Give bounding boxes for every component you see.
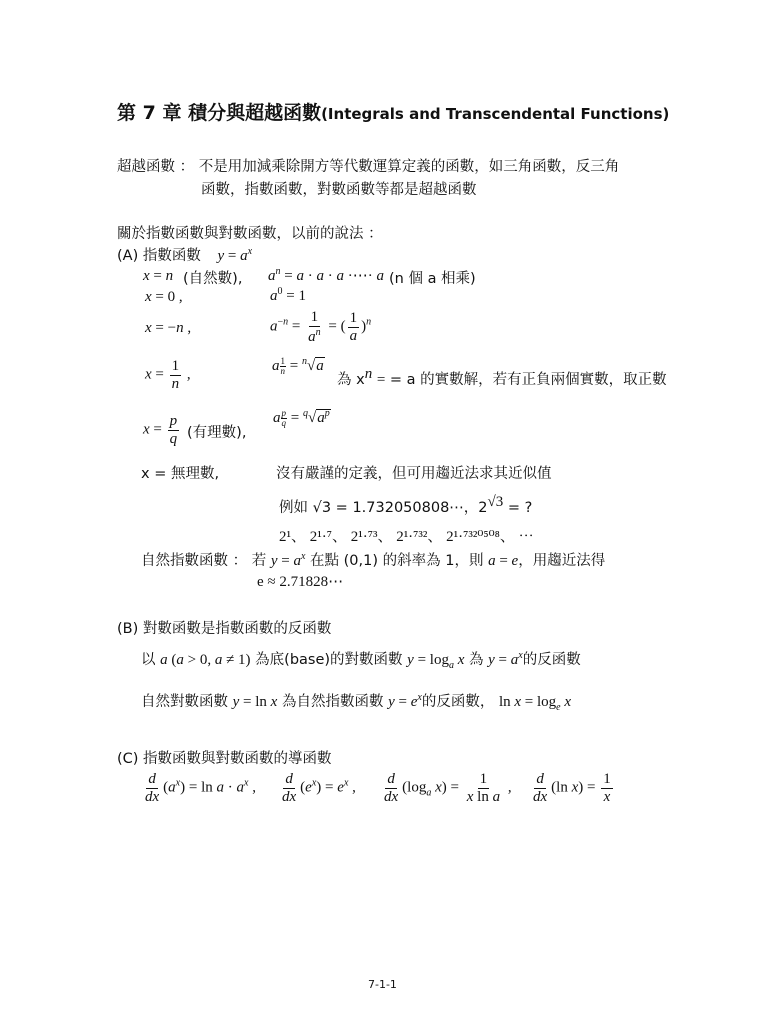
derivative-ln: $\frac{d}{dx}$ (ln x) = $\frac{1}{x}$ xyxy=(533,771,611,805)
page-number: 7-1-1 xyxy=(368,978,397,991)
definition-line-1: 超越函數 ： 不是用加減乘除開方等代數運算定義的函數，如三角函數，反三角 xyxy=(117,159,620,175)
page-title xyxy=(117,98,669,125)
b1-a: 以 xyxy=(141,652,156,668)
row-natural-x: x = n xyxy=(143,268,174,284)
natural-exp-b: 在點 (0,1) 的斜率為 1，則 xyxy=(310,553,484,569)
b2-a: 自然對數函數 xyxy=(141,694,228,710)
example-text: 例如 √3 = 1.732050808⋯，2 xyxy=(279,499,488,516)
row-rational-note: (有理數), xyxy=(187,425,247,441)
section-b-heading: (B) 對數函數是指數函數的反函數 xyxy=(117,621,332,637)
example-end: = ? xyxy=(507,499,533,516)
row-example: 例如 √3 = 1.732050808⋯，$2^{√3}$ = ? xyxy=(279,494,533,516)
row-rational-formula: a $\frac{p}{q}$ = $^q√a^p$ xyxy=(273,408,330,428)
root-note-a: 為 x xyxy=(337,371,365,388)
row-natural-exp: 自然指數函數 ： 若 $y = a^x$ 在點 (0,1) 的斜率為 1，則 a = e，用趨近法得 xyxy=(141,551,606,569)
b2-b: 為自然指數函數 xyxy=(281,694,384,710)
row-natural-formula: $a^n = a \cdot a \cdot a$ ·⋯· a xyxy=(268,266,384,284)
derivative-exp-a: $\frac{d}{dx}$ $(a^x) = \ln a \cdot a^x$ , xyxy=(145,771,256,805)
title-english: (Integrals and Transcendental Functions) xyxy=(321,105,670,123)
row-zero-x: x = 0 , xyxy=(145,289,183,305)
row-neg-formula: $a^{-n}$ = $\frac{1}{a^n}$ = ( $\frac{1}{a}$ )$^n$ xyxy=(270,309,372,345)
row-zero-formula: $a^0 = 1$ xyxy=(270,286,306,304)
definition-line-2: 函數，指數函數，對數函數等都是超越函數 xyxy=(201,182,477,198)
b2-c: 的反函數， xyxy=(421,694,495,710)
section-a-heading: (A) 指數函數 $y = a^x$ xyxy=(117,246,253,264)
b1-d: 的反函數 xyxy=(522,652,581,668)
section-c-heading: (C) 指數函數與對數函數的導函數 xyxy=(117,751,332,767)
derivative-log-a: $\frac{d}{dx}$ ($\log_a$ x) = $\frac{1}{\text{x ln a}}$ , xyxy=(384,771,512,805)
row-e-value: e ≈ 2.71828⋯ xyxy=(257,574,344,590)
row-rational-x: x = $\frac{p}{q}$ xyxy=(143,413,178,447)
row-root-x: x = $\frac{1}{n}$ , xyxy=(145,358,191,392)
row-irrational-right: 沒有嚴謹的定義，但可用趨近法求其近似值 xyxy=(276,466,552,482)
title-chinese: 第 7 章 積分與超越函數 xyxy=(117,102,322,124)
row-natural-tail: (n 個 a 相乘) xyxy=(389,271,476,287)
intro-text: 關於指數函數與對數函數，以前的說法 ： xyxy=(117,226,383,242)
section-a-label: (A) 指數函數 xyxy=(117,248,201,264)
natural-exp-c: ，用趨近法得 xyxy=(518,553,606,569)
row-natural-note: (自然數), xyxy=(183,271,243,287)
derivative-exp-e: $\frac{d}{dx}$ $(e^x) = e^x$ , xyxy=(282,771,356,805)
row-irrational-left: x = 無理數, xyxy=(141,466,220,482)
row-neg-x: x = −n , xyxy=(145,320,192,336)
row-root-note: 為 $x^n$ = = a 的實數解，若有正負兩個實數，取正數 xyxy=(337,366,667,388)
natural-exp-a: 自然指數函數 ： 若 xyxy=(141,553,267,569)
b1-c: 為 xyxy=(469,652,484,668)
root-note-b: = a 的實數解，若有正負兩個實數，取正數 xyxy=(389,371,667,388)
section-b-line-1: 以 a (a > 0, a ≠ 1) 為底(base)的對數函數 $y = \log_a x$ 為 $y = a^x$的反函數 xyxy=(141,650,581,671)
section-b-line-2: 自然對數函數 y = ln x 為自然指數函數 $y = e^x$的反函數， $\ln x = \log_e x$ xyxy=(141,692,572,713)
row-approx-sequence: 2¹、 2¹·⁷、 2¹·⁷³、 2¹·⁷³²、 2¹·⁷³²⁰⁵⁰⁸、 ⋯ xyxy=(279,529,534,545)
b1-b: 為底(base)的對數函數 xyxy=(255,652,403,668)
row-root-formula: a $\frac{1}{n}$ = $^n$√a xyxy=(272,356,324,376)
